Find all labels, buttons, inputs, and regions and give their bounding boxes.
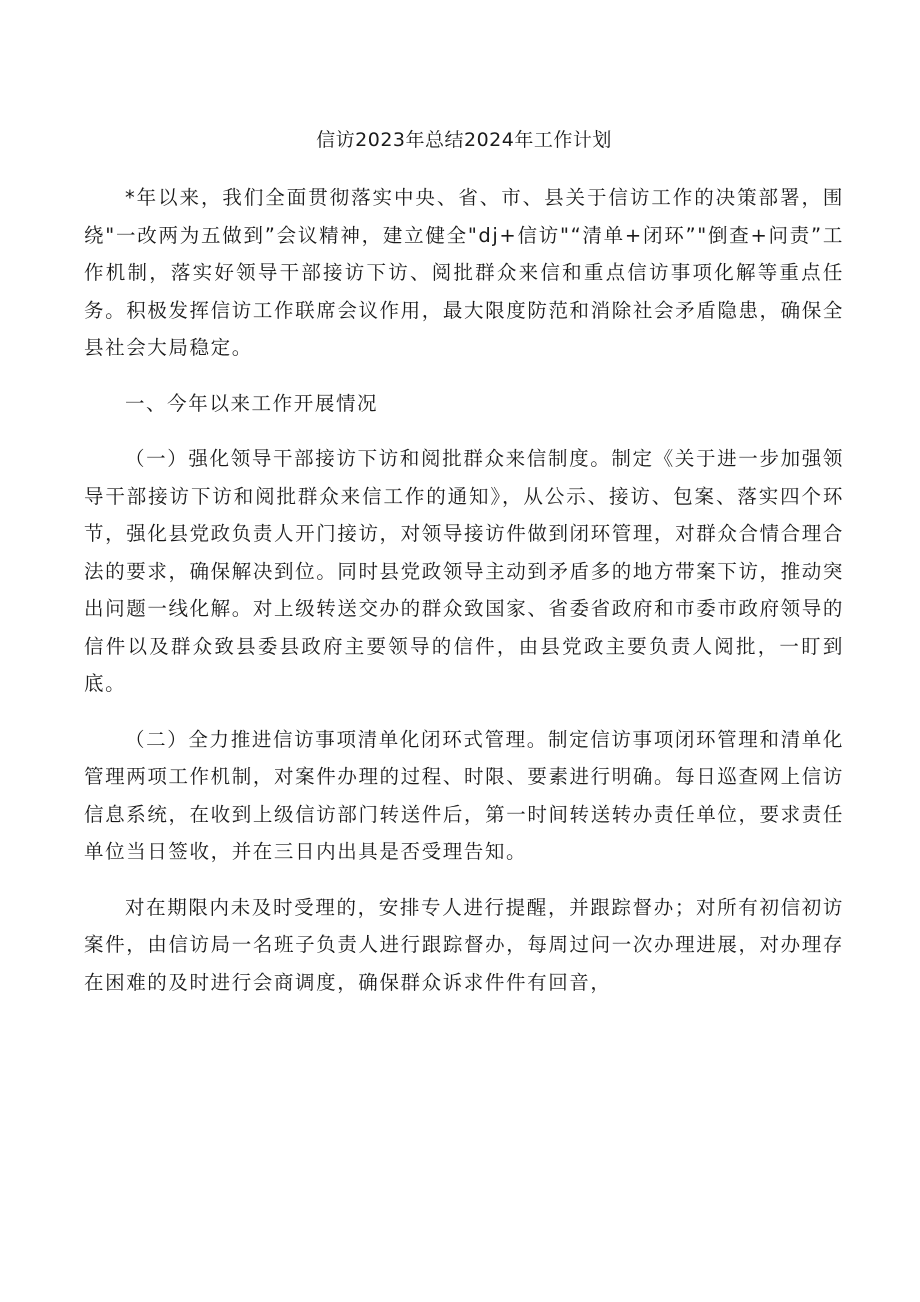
- paragraph-followup: 对在期限内未及时受理的，安排专人进行提醒，并跟踪督办；对所有初信初访案件，由信访局一名班子负责人进行跟踪督办，每周过问一次办理进展，对办理存在困难的及时进行会商调度，确保群众诉求件件有回音，: [84, 895, 844, 994]
- section-heading-1: 一、今年以来工作开展情况: [124, 391, 379, 415]
- paragraph-subsection-1: （一）强化领导干部接访下访和阅批群众来信制度。制定《关于进一步加强领导干部接访下访和阅批群众来信工作的通知》，从公示、接访、包案、落实四个环节，强化县党政负责人开门接访，对领导接访件做到闭环管理，对群众合情合理合法的要求，确保解决到位。同时县党政领导主动到矛盾多的地方带案下访，推动突出问题一线化解。对上级转送交办的群众致国家、省委省政府和市委市政府领导的信件以及群众致县委县政府主要领导的信件，由县党政主要负责人阅批，一盯到底。: [84, 447, 844, 695]
- document-title: 信访2023年总结2024年工作计划: [316, 129, 612, 151]
- paragraph-subsection-2: （二）全力推进信访事项清单化闭环式管理。制定信访事项闭环管理和清单化管理两项工作机制，对案件办理的过程、时限、要素进行明确。每日巡查网上信访信息系统，在收到上级信访部门转送件后，第一时间转送转办责任单位，要求责任单位当日签收，并在三日内出具是否受理告知。: [84, 727, 844, 863]
- paragraph-intro: *年以来，我们全面贯彻落实中央、省、市、县关于信访工作的决策部署，围绕"一改两为五做到”会议精神，建立健全"dj+信访"“清单+闭环”"倒查+问责”工作机制，落实好领导干部接访下访、阅批群众来信和重点信访事项化解等重点任务。积极发挥信访工作联席会议作用，最大限度防范和消除社会矛盾隐患，确保全县社会大局稳定。: [84, 186, 844, 359]
